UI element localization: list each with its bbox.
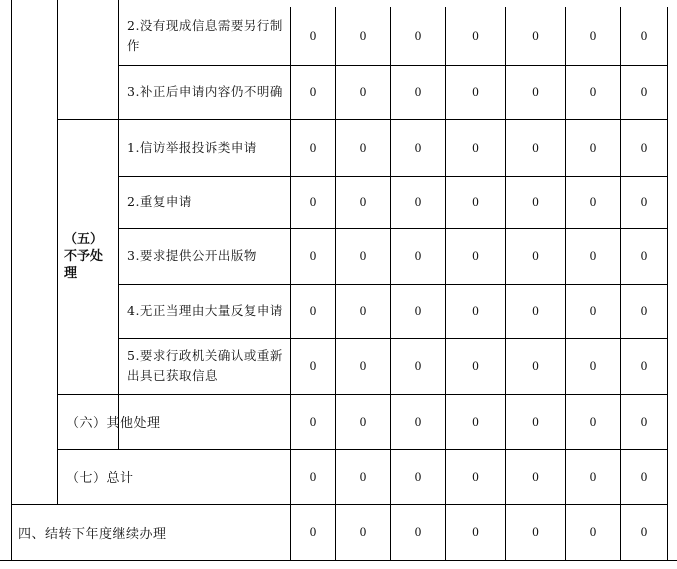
table-cell-value: 0 — [359, 524, 367, 539]
table-cell-value: 0 — [640, 248, 648, 263]
column-divider — [667, 7, 668, 560]
table-cell-value: 0 — [359, 194, 367, 209]
table-cell-value: 0 — [532, 194, 539, 209]
group-label-line: 理 — [64, 266, 78, 281]
table-cell-value: 0 — [472, 413, 479, 429]
table-cell-value: 0 — [359, 413, 367, 429]
table-border-left — [11, 0, 12, 560]
table-cell-value: 0 — [414, 139, 422, 155]
table-cell-value: 0 — [414, 194, 422, 209]
table-cell-value: 0 — [472, 468, 479, 484]
table-cell-value: 0 — [589, 84, 597, 99]
table-cell-value: 0 — [532, 358, 539, 373]
table-cell-value: 0 — [309, 84, 317, 99]
table-cell-value: 0 — [472, 303, 479, 318]
table-cell-value: 0 — [472, 524, 479, 539]
table-cell-value: 0 — [589, 28, 597, 43]
table-cell-value: 0 — [414, 84, 422, 99]
table-cell-value: 0 — [472, 28, 479, 43]
table-cell-value: 0 — [640, 468, 648, 484]
table-cell-value: 0 — [589, 194, 597, 209]
table-cell-value: 0 — [359, 303, 367, 318]
table-cell-value: 0 — [309, 28, 317, 43]
table-cell-value: 0 — [309, 194, 317, 209]
table-cell-value: 0 — [640, 303, 648, 318]
table-cell-value: 0 — [472, 194, 479, 209]
table-cell-value: 0 — [640, 84, 648, 99]
table-border-bottom — [0, 560, 677, 561]
table-cell-value: 0 — [532, 84, 539, 99]
table-cell-value: 0 — [589, 358, 597, 373]
table-cell-value: 0 — [414, 524, 422, 539]
table-cell-value: 0 — [472, 358, 479, 373]
table-cell-value: 0 — [309, 413, 317, 429]
table-cell-value: 0 — [414, 413, 422, 429]
table-cell-value: 0 — [414, 248, 422, 263]
table-cell-value: 0 — [640, 194, 648, 209]
table-cell-value: 0 — [589, 413, 597, 429]
table-cell-value: 0 — [532, 524, 539, 539]
group-label-wu — [58, 119, 118, 394]
row-label: （七）总计 — [66, 471, 134, 486]
table-cell-value: 0 — [309, 248, 317, 263]
table-cell-value: 0 — [589, 303, 597, 318]
table-cell-value: 0 — [309, 139, 317, 155]
table-cell-value: 0 — [472, 248, 479, 263]
table-cell-value: 0 — [414, 358, 422, 373]
row-label: 3.补正后申请内容仍不明确 — [127, 84, 283, 99]
table-cell-value: 0 — [589, 468, 597, 484]
row-label: 1.信访举报投诉类申请 — [127, 139, 257, 155]
table-cell-value: 0 — [589, 524, 597, 539]
table-cell-value: 0 — [472, 84, 479, 99]
table-cell-value: 0 — [532, 468, 539, 484]
table-cell-value: 0 — [414, 28, 422, 43]
table-cell-value: 0 — [532, 28, 539, 43]
table-cell-value: 0 — [359, 139, 367, 155]
table-cell-value: 0 — [589, 248, 597, 263]
row-label: 2.重复申请 — [127, 194, 192, 209]
table-cell-value: 0 — [414, 303, 422, 318]
table-cell-value: 0 — [532, 413, 539, 429]
table-cell-value: 0 — [359, 28, 367, 43]
table-cell-value: 0 — [309, 303, 317, 318]
table-cell-value: 0 — [640, 28, 648, 43]
row-label: 5.要求行政机关确认或重新出具已获取信息 — [127, 348, 283, 383]
group-label-line: （五） — [64, 232, 104, 247]
row-label: 2.没有现成信息需要另行制作 — [127, 18, 283, 53]
table-cell-value: 0 — [640, 524, 648, 539]
table-cell-value: 0 — [309, 468, 317, 484]
table-cell-value: 0 — [532, 248, 539, 263]
table-cell-value: 0 — [359, 358, 367, 373]
row-label: （六）其他处理 — [66, 416, 161, 431]
table-cell-value: 0 — [359, 468, 367, 484]
table-cell-value: 0 — [640, 139, 648, 155]
table-cell-value: 0 — [309, 358, 317, 373]
table-cell-value: 0 — [472, 139, 479, 155]
table-cell-value: 0 — [532, 303, 539, 318]
table-cell-value: 0 — [414, 468, 422, 484]
table-cell-value: 0 — [589, 139, 597, 155]
table-cell-value: 0 — [359, 84, 367, 99]
row-label: 4.无正当理由大量反复申请 — [127, 303, 283, 318]
table-cell-value: 0 — [359, 248, 367, 263]
row-label: 3.要求提供公开出版物 — [127, 248, 257, 263]
table-cell-value: 0 — [640, 358, 648, 373]
table-cell-value: 0 — [640, 413, 648, 429]
table-cell-value: 0 — [532, 139, 539, 155]
group-label-line: 不予处 — [64, 249, 104, 264]
table-cell-value: 0 — [309, 524, 317, 539]
row-label: 四、结转下年度继续办理 — [18, 526, 167, 542]
